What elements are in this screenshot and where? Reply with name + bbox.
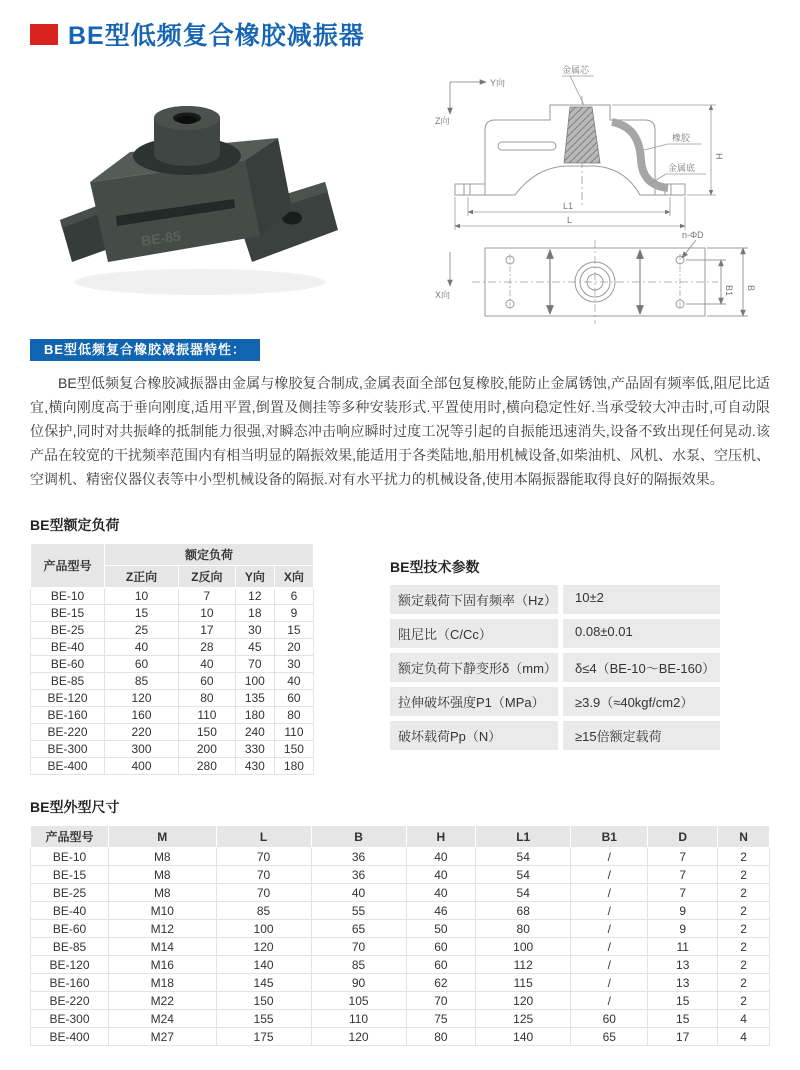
dim-b1-label: B1	[724, 285, 734, 297]
dim-col-header: B1	[571, 826, 648, 848]
tech-param-row	[390, 619, 720, 648]
dim-table-row	[31, 938, 770, 956]
dim-value-cell: 60	[406, 956, 476, 974]
load-value-cell: 85	[105, 673, 179, 690]
load-col1-header: 产品型号	[31, 544, 105, 588]
dim-value-cell: /	[571, 884, 648, 902]
load-value-cell: 6	[274, 588, 313, 605]
dim-table-row	[31, 1010, 770, 1028]
load-value-cell: 150	[179, 724, 236, 741]
dim-value-cell: 11	[648, 938, 718, 956]
dim-value-cell: 54	[476, 884, 571, 902]
dim-value-cell: /	[571, 956, 648, 974]
dim-value-cell: 55	[311, 902, 406, 920]
dim-table-row	[31, 884, 770, 902]
title-bullet-icon	[30, 24, 58, 45]
dim-value-cell: 68	[476, 902, 571, 920]
dim-value-cell: M8	[109, 884, 217, 902]
dim-value-cell: 2	[718, 992, 770, 1010]
dim-value-cell: 65	[311, 920, 406, 938]
media-row	[30, 60, 770, 325]
dim-table-section	[30, 797, 770, 1046]
page-title: BE型低频复合橡胶减振器	[68, 22, 365, 50]
metal-core-shape	[564, 107, 600, 163]
dim-value-cell: 2	[718, 956, 770, 974]
model-cell: BE-120	[31, 956, 109, 974]
load-value-cell: 30	[235, 622, 274, 639]
dim-value-cell: 90	[311, 974, 406, 992]
dim-value-cell: 70	[406, 992, 476, 1010]
load-table-row	[31, 707, 314, 724]
dim-value-cell: 2	[718, 866, 770, 884]
load-table-row	[31, 656, 314, 673]
technical-drawing	[410, 60, 770, 325]
dim-table-row	[31, 902, 770, 920]
load-value-cell: 160	[105, 707, 179, 724]
dim-value-cell: 13	[648, 974, 718, 992]
load-value-cell: 40	[274, 673, 313, 690]
dim-value-cell: 40	[406, 866, 476, 884]
load-value-cell: 280	[179, 758, 236, 775]
dim-table-row	[31, 956, 770, 974]
tech-table-title: BE型技术参数	[390, 559, 480, 575]
dim-value-cell: 46	[406, 902, 476, 920]
dim-value-cell: 70	[311, 938, 406, 956]
dim-value-cell: 2	[718, 884, 770, 902]
dim-value-cell: 15	[648, 1010, 718, 1028]
load-value-cell: 120	[105, 690, 179, 707]
load-table-title: BE型额定负荷	[30, 517, 120, 533]
dim-table-row	[31, 974, 770, 992]
dim-value-cell: 36	[311, 866, 406, 884]
load-table-row	[31, 673, 314, 690]
load-table-row	[31, 741, 314, 758]
model-cell: BE-220	[31, 724, 105, 741]
load-value-cell: 100	[235, 673, 274, 690]
load-table-row	[31, 690, 314, 707]
dim-value-cell: 54	[476, 866, 571, 884]
dim-value-cell: 40	[406, 884, 476, 902]
tech-param-value: 10±2	[563, 585, 720, 614]
dim-value-cell: 50	[406, 920, 476, 938]
metal-base-label: 金属底	[668, 163, 696, 173]
load-value-cell: 40	[179, 656, 236, 673]
model-cell: BE-25	[31, 622, 105, 639]
load-value-cell: 30	[274, 656, 313, 673]
dim-value-cell: /	[571, 974, 648, 992]
model-cell: BE-60	[31, 656, 105, 673]
dim-value-cell: 85	[311, 956, 406, 974]
dim-value-cell: M16	[109, 956, 217, 974]
dim-value-cell: 80	[476, 920, 571, 938]
model-cell: BE-15	[31, 866, 109, 884]
dim-value-cell: /	[571, 902, 648, 920]
model-cell: BE-400	[31, 1028, 109, 1046]
load-value-cell: 18	[235, 605, 274, 622]
model-cell: BE-85	[31, 938, 109, 956]
model-cell: BE-400	[31, 758, 105, 775]
model-cell: BE-300	[31, 741, 105, 758]
dim-value-cell: 105	[311, 992, 406, 1010]
load-value-cell: 20	[274, 639, 313, 656]
dim-value-cell: 112	[476, 956, 571, 974]
load-value-cell: 80	[274, 707, 313, 724]
dim-col-header: M	[109, 826, 217, 848]
load-value-cell: 300	[105, 741, 179, 758]
load-value-cell: 60	[179, 673, 236, 690]
load-value-cell: 240	[235, 724, 274, 741]
load-value-cell: 28	[179, 639, 236, 656]
load-sub-header: Z正向	[105, 566, 179, 588]
dim-value-cell: 7	[648, 884, 718, 902]
dim-value-cell: 120	[216, 938, 311, 956]
rubber-label: 橡胶	[672, 133, 691, 143]
dim-value-cell: 140	[476, 1028, 571, 1046]
dim-value-cell: 4	[718, 1028, 770, 1046]
load-value-cell: 110	[179, 707, 236, 724]
load-value-cell: 60	[274, 690, 313, 707]
dim-value-cell: 4	[718, 1010, 770, 1028]
model-cell: BE-220	[31, 992, 109, 1010]
load-value-cell: 12	[235, 588, 274, 605]
dim-value-cell: 60	[406, 938, 476, 956]
x-axis-label: X向	[435, 290, 451, 300]
load-value-cell: 150	[274, 741, 313, 758]
dim-value-cell: 145	[216, 974, 311, 992]
dim-value-cell: 7	[648, 866, 718, 884]
tech-param-row	[390, 687, 720, 716]
load-table-row	[31, 588, 314, 605]
dim-value-cell: 70	[216, 884, 311, 902]
model-cell: BE-10	[31, 588, 105, 605]
model-cell: BE-15	[31, 605, 105, 622]
model-cell: BE-25	[31, 884, 109, 902]
load-table-row	[31, 758, 314, 775]
dim-value-cell: 40	[311, 884, 406, 902]
y-axis-label: Y向	[490, 78, 506, 88]
dim-value-cell: 17	[648, 1028, 718, 1046]
model-cell: BE-160	[31, 707, 105, 724]
model-cell: BE-60	[31, 920, 109, 938]
load-value-cell: 7	[179, 588, 236, 605]
dim-value-cell: 140	[216, 956, 311, 974]
load-value-cell: 40	[105, 639, 179, 656]
dim-value-cell: 125	[476, 1010, 571, 1028]
dim-value-cell: M24	[109, 1010, 217, 1028]
load-value-cell: 70	[235, 656, 274, 673]
dim-value-cell: /	[571, 920, 648, 938]
dim-table-row	[31, 1028, 770, 1046]
dim-value-cell: 54	[476, 848, 571, 866]
load-value-cell: 330	[235, 741, 274, 758]
tech-param-label: 破坏载荷Pp（N）	[390, 721, 558, 750]
load-group-header: 额定负荷	[105, 544, 314, 566]
tech-params-section	[390, 515, 720, 775]
load-value-cell: 110	[274, 724, 313, 741]
tech-param-value: ≥15倍额定载荷	[563, 721, 720, 750]
model-cell: BE-160	[31, 974, 109, 992]
dim-value-cell: 2	[718, 920, 770, 938]
tech-param-label: 额定载荷下固有频率（Hz）	[390, 585, 558, 614]
load-value-cell: 45	[235, 639, 274, 656]
tech-param-label: 拉伸破坏强度P1（MPa）	[390, 687, 558, 716]
dim-value-cell: 70	[216, 866, 311, 884]
dim-col-header: H	[406, 826, 476, 848]
dim-value-cell: 70	[216, 848, 311, 866]
z-axis-label: Z向	[435, 116, 450, 126]
load-value-cell: 220	[105, 724, 179, 741]
dim-value-cell: 2	[718, 848, 770, 866]
dim-col-header: D	[648, 826, 718, 848]
load-table-row	[31, 639, 314, 656]
dim-value-cell: 2	[718, 902, 770, 920]
dim-col-header: N	[718, 826, 770, 848]
dim-value-cell: M8	[109, 866, 217, 884]
load-value-cell: 80	[179, 690, 236, 707]
dim-col-header: L	[216, 826, 311, 848]
model-cell: BE-10	[31, 848, 109, 866]
description-paragraph: BE型低频复合橡胶减振器由金属与橡胶复合制成,金属表面全部包复橡胶,能防止金属锈蚀,产品固有频率低,阻尼比适宜,横向刚度高于垂向刚度,适用平置,倒置及侧挂等多种安装形式.平置使用时,横向稳定性好.当承受较大冲击时,可自动限位保护,同时对共振峰的抵制能力很强,对瞬态冲击响应瞬时过度工况等引起的自振能迅速消失,设备不致出现任何晃动.该产品在较宽的干扰频率范围内有相当明显的隔振效果,能适用于各类陆地,船用机械设备,如柴油机、风机、水泵、空压机、空调机、精密仪器仪表等中小型机械设备的隔振.对有水平扰力的机械设备,使用本隔振器能取得良好的隔振效果。	[30, 375, 770, 487]
tech-param-row	[390, 721, 720, 750]
dim-value-cell: 155	[216, 1010, 311, 1028]
load-value-cell: 430	[235, 758, 274, 775]
load-value-cell: 135	[235, 690, 274, 707]
dim-value-cell: 13	[648, 956, 718, 974]
dim-value-cell: M10	[109, 902, 217, 920]
dim-value-cell: /	[571, 992, 648, 1010]
tech-params-list	[390, 585, 720, 750]
photo-marking: BE-85	[140, 227, 182, 249]
dim-value-cell: 85	[216, 902, 311, 920]
dim-value-cell: 40	[406, 848, 476, 866]
dim-value-cell: 110	[311, 1010, 406, 1028]
load-sub-header: X向	[274, 566, 313, 588]
tech-param-value: 0.08±0.01	[563, 619, 720, 648]
load-table-section	[30, 515, 314, 775]
tech-param-label: 阻尼比（C/Cc）	[390, 619, 558, 648]
load-value-cell: 15	[105, 605, 179, 622]
dim-value-cell: 120	[311, 1028, 406, 1046]
model-cell: BE-300	[31, 1010, 109, 1028]
load-value-cell: 25	[105, 622, 179, 639]
load-value-cell: 17	[179, 622, 236, 639]
dim-l-label: L	[567, 215, 573, 225]
load-value-cell: 200	[179, 741, 236, 758]
dim-value-cell: 2	[718, 938, 770, 956]
load-table-row	[31, 605, 314, 622]
dim-table-title: BE型外型尺寸	[30, 799, 120, 815]
dim-col-header: L1	[476, 826, 571, 848]
dim-value-cell: 9	[648, 920, 718, 938]
tables-row	[30, 515, 770, 775]
dim-h-label: H	[714, 153, 724, 160]
feature-section-header: BE型低频复合橡胶减振器特性：	[30, 339, 260, 361]
holes-label: n-ΦD	[682, 230, 704, 240]
load-value-cell: 180	[235, 707, 274, 724]
dim-table-row	[31, 866, 770, 884]
product-photo-image	[30, 60, 360, 315]
load-sub-header: Z反向	[179, 566, 236, 588]
dim-value-cell: /	[571, 938, 648, 956]
product-photo	[30, 60, 360, 315]
dim-table	[30, 825, 770, 1046]
tech-param-row	[390, 585, 720, 614]
load-value-cell: 60	[105, 656, 179, 673]
dim-value-cell: 175	[216, 1028, 311, 1046]
dim-value-cell: M18	[109, 974, 217, 992]
dim-b-label: B	[746, 285, 756, 292]
dim-value-cell: 100	[216, 920, 311, 938]
dim-value-cell: 80	[406, 1028, 476, 1046]
dim-value-cell: 100	[476, 938, 571, 956]
dim-value-cell: 115	[476, 974, 571, 992]
load-value-cell: 180	[274, 758, 313, 775]
dim-value-cell: /	[571, 866, 648, 884]
dim-value-cell: M12	[109, 920, 217, 938]
dim-value-cell: 60	[571, 1010, 648, 1028]
tech-param-value: δ≤4（BE-10～BE-160）	[563, 653, 720, 682]
dim-value-cell: 15	[648, 992, 718, 1010]
technical-drawing-image	[410, 60, 770, 325]
dim-value-cell: 9	[648, 902, 718, 920]
dim-col-header: B	[311, 826, 406, 848]
model-cell: BE-40	[31, 639, 105, 656]
dim-table-row	[31, 992, 770, 1010]
load-table	[30, 543, 314, 775]
dim-value-cell: 120	[476, 992, 571, 1010]
dim-value-cell: M14	[109, 938, 217, 956]
model-cell: BE-85	[31, 673, 105, 690]
page-header	[30, 16, 770, 52]
dim-value-cell: M22	[109, 992, 217, 1010]
load-table-row	[31, 622, 314, 639]
dim-value-cell: 2	[718, 974, 770, 992]
load-value-cell: 15	[274, 622, 313, 639]
load-value-cell: 10	[179, 605, 236, 622]
load-table-row	[31, 724, 314, 741]
dim-table-row	[31, 848, 770, 866]
dim-value-cell: /	[571, 848, 648, 866]
model-cell: BE-40	[31, 902, 109, 920]
dim-value-cell: M27	[109, 1028, 217, 1046]
load-value-cell: 10	[105, 588, 179, 605]
dim-value-cell: 62	[406, 974, 476, 992]
dim-value-cell: M8	[109, 848, 217, 866]
tech-param-row	[390, 653, 720, 682]
dim-l1-label: L1	[563, 201, 574, 211]
load-value-cell: 9	[274, 605, 313, 622]
dim-value-cell: 65	[571, 1028, 648, 1046]
model-cell: BE-120	[31, 690, 105, 707]
metal-core-label: 金属芯	[562, 65, 590, 75]
tech-param-value: ≥3.9（≈40kgf/cm2）	[563, 687, 720, 716]
tech-param-label: 额定负荷下静变形δ（mm）	[390, 653, 558, 682]
dim-col-header: 产品型号	[31, 826, 109, 848]
dim-table-row	[31, 920, 770, 938]
load-value-cell: 400	[105, 758, 179, 775]
load-sub-header: Y向	[235, 566, 274, 588]
dim-value-cell: 150	[216, 992, 311, 1010]
dim-value-cell: 75	[406, 1010, 476, 1028]
dim-value-cell: 7	[648, 848, 718, 866]
dim-value-cell: 36	[311, 848, 406, 866]
